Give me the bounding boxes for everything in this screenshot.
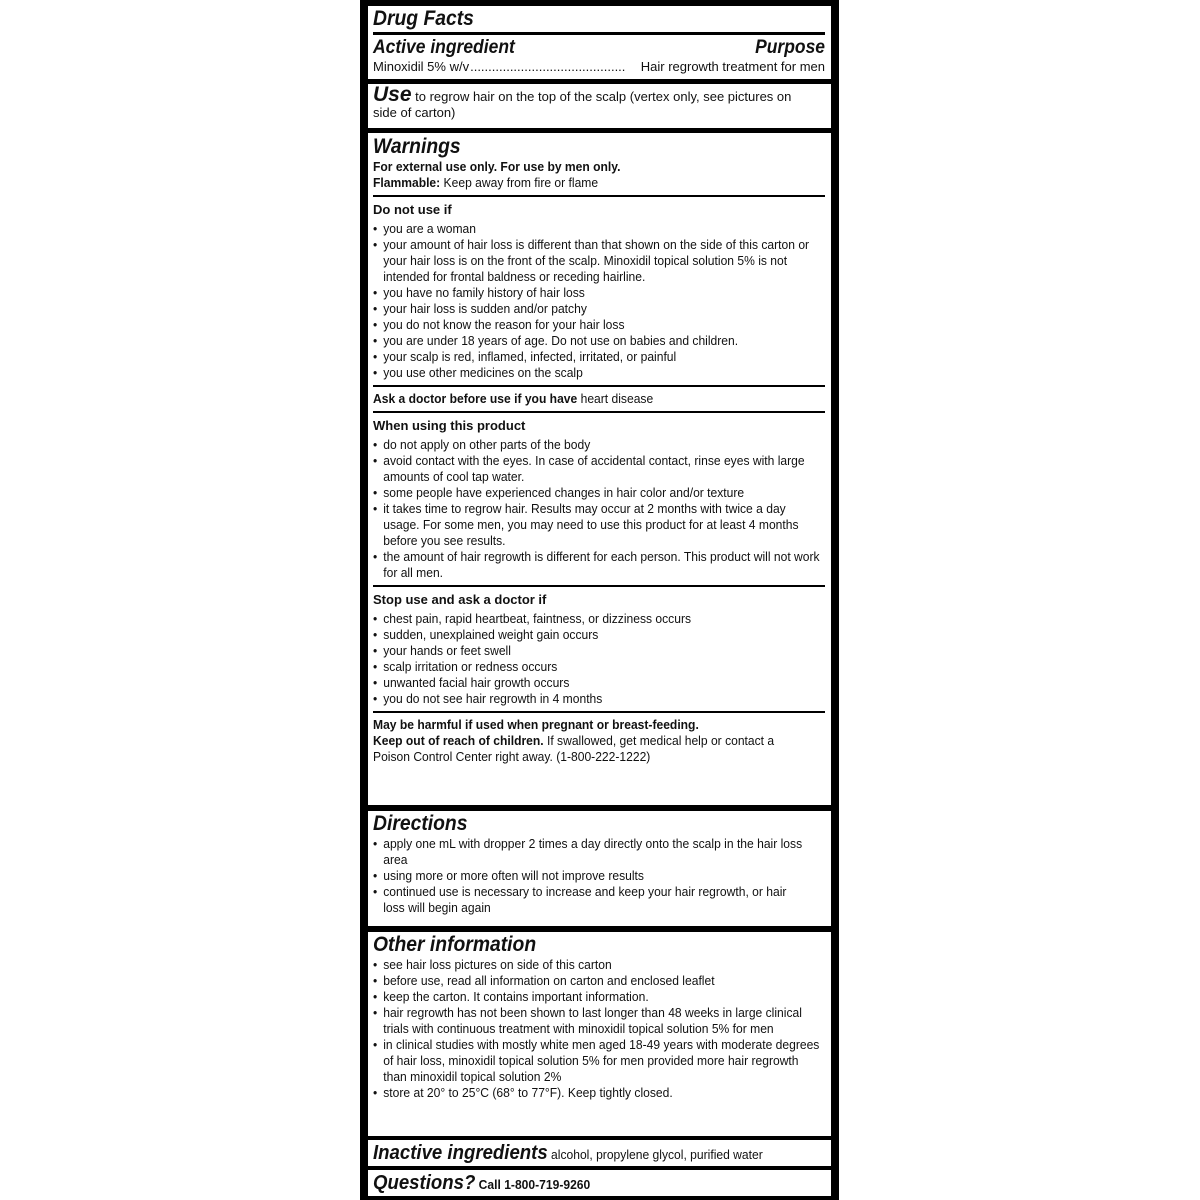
use-box xyxy=(368,84,831,128)
pregnant-warning: May be harmful if used when pregnant or breast-feeding. xyxy=(373,717,699,732)
list-item: • you have no family history of hair loss xyxy=(373,285,793,301)
warnings-rule-4 xyxy=(373,585,825,587)
list-item: • avoid contact with the eyes. In case of accidental contact, rinse eyes with large amounts of cool tap water. xyxy=(373,453,820,485)
list-item: • the amount of hair regrowth is different for each person. This product will not work for all men. xyxy=(373,549,820,581)
purpose-heading: Purpose xyxy=(755,37,825,58)
list-item: • sudden, unexplained weight gain occurs xyxy=(373,627,793,643)
list-item: • apply one mL with dropper 2 times a day directly onto the scalp in the hair loss area xyxy=(373,836,830,868)
list-item: • you do not see hair regrowth in 4 months xyxy=(373,691,793,707)
other-information-heading: Other information xyxy=(373,933,537,956)
do-not-use-list xyxy=(373,221,825,381)
flammable-label: Flammable: xyxy=(373,175,441,190)
list-item: • unwanted facial hair growth occurs xyxy=(373,675,793,691)
do-not-use-heading: Do not use if xyxy=(373,202,452,217)
directions-list xyxy=(373,836,825,916)
questions-heading: Questions? xyxy=(373,1172,476,1194)
stop-use-list xyxy=(373,611,825,707)
keep-out-text xyxy=(373,733,810,765)
ask-doctor-condition: heart disease xyxy=(577,391,654,406)
keep-out-label: Keep out of reach of children. xyxy=(373,733,544,748)
list-item: • scalp irritation or redness occurs xyxy=(373,659,793,675)
list-item: • you are under 18 years of age. Do not use on babies and children. xyxy=(373,333,793,349)
directions-heading: Directions xyxy=(373,812,468,835)
list-item: • continued use is necessary to increase and keep your hair regrowth, or hair loss will begin again xyxy=(373,884,792,916)
warnings-rule-1 xyxy=(373,195,825,197)
active-ingredient-heading: Active ingredient xyxy=(373,37,515,58)
questions-text xyxy=(373,1172,793,1196)
list-item: • keep the carton. It contains important information. xyxy=(373,989,793,1005)
warnings-rule-2 xyxy=(373,385,825,387)
list-item: • chest pain, rapid heartbeat, faintness, or dizziness occurs xyxy=(373,611,793,627)
warnings-heading: Warnings xyxy=(373,135,461,158)
flammable-text xyxy=(373,175,793,191)
other-information-list xyxy=(373,957,825,1101)
list-item: • it takes time to regrow hair. Results may occur at 2 months with twice a day usage. For some men, you may need to use this product for at least 4 months before you see results. xyxy=(373,501,820,549)
stop-use-heading: Stop use and ask a doctor if xyxy=(373,592,547,607)
use-text xyxy=(373,84,813,121)
leader-dots: ........................................... xyxy=(470,59,626,74)
list-item: • see hair loss pictures on side of this carton xyxy=(373,957,793,973)
active-purpose: Hair regrowth treatment for men xyxy=(640,59,825,74)
inactive-ingredients-text xyxy=(373,1142,793,1166)
drug-facts-title: Drug Facts xyxy=(373,7,474,30)
list-item: • you do not know the reason for your hair loss xyxy=(373,317,793,333)
inactive-ingredients-heading: Inactive ingredients xyxy=(373,1142,548,1164)
active-heading-row xyxy=(373,37,825,59)
inactive-ingredients-list: alcohol, propylene glycol, purified water xyxy=(547,1147,763,1162)
list-item: • some people have experienced changes in hair color and/or texture xyxy=(373,485,793,501)
title-rule xyxy=(373,32,825,35)
warnings-box xyxy=(368,133,831,805)
external-use-text: For external use only. For use by men only. xyxy=(373,159,621,174)
questions-box xyxy=(368,1170,831,1196)
when-using-heading: When using this product xyxy=(373,418,526,433)
ask-doctor-label: Ask a doctor before use if you have xyxy=(373,391,578,406)
list-item: • your amount of hair loss is different than that shown on the side of this carton or your hair loss is on the front of the scalp. Minoxidil topical solution 5% is not intended for frontal baldness or receding hairline. xyxy=(373,237,820,285)
list-item: • your hands or feet swell xyxy=(373,643,793,659)
list-item: • in clinical studies with mostly white men aged 18-49 years with moderate degrees of hair loss, minoxidil topical solution 5% for men provided more hair regrowth than minoxidil topical solution 2% xyxy=(373,1037,825,1085)
list-item: • your scalp is red, inflamed, infected, irritated, or painful xyxy=(373,349,793,365)
use-heading: Use xyxy=(373,84,412,106)
warnings-rule-3 xyxy=(373,411,825,413)
drug-facts-panel xyxy=(360,0,839,1200)
keep-out-description: If swallowed, get medical help or contact a Poison Control Center right away. (1-800-222-1222) xyxy=(373,733,775,764)
list-item: • using more or more often will not improve results xyxy=(373,868,793,884)
list-item: • before use, read all information on carton and enclosed leaflet xyxy=(373,973,793,989)
questions-phone: Call 1-800-719-9260 xyxy=(475,1177,591,1192)
active-ingredient-name: Minoxidil 5% w/v xyxy=(373,59,470,74)
other-information-box xyxy=(368,932,831,1136)
list-item: • do not apply on other parts of the body xyxy=(373,437,793,453)
directions-box xyxy=(368,811,831,926)
flammable-description: Keep away from fire or flame xyxy=(440,175,599,190)
list-item: • hair regrowth has not been shown to last longer than 48 weeks in large clinical trials with continuous treatment with minoxidil topical solution 5% for men xyxy=(373,1005,825,1037)
list-item: • you are a woman xyxy=(373,221,793,237)
list-item: • store at 20° to 25°C (68° to 77°F). Keep tightly closed. xyxy=(373,1085,793,1101)
list-item: • your hair loss is sudden and/or patchy xyxy=(373,301,793,317)
when-using-list xyxy=(373,437,825,581)
list-item: • you use other medicines on the scalp xyxy=(373,365,793,381)
inactive-ingredients-box xyxy=(368,1140,831,1166)
warnings-rule-5 xyxy=(373,711,825,713)
active-ingredient-row xyxy=(373,59,825,75)
active-ingredient-box xyxy=(368,6,831,79)
use-description: to regrow hair on the top of the scalp (vertex only, see pictures on side of carton) xyxy=(373,89,792,120)
ask-doctor-text xyxy=(373,391,793,407)
